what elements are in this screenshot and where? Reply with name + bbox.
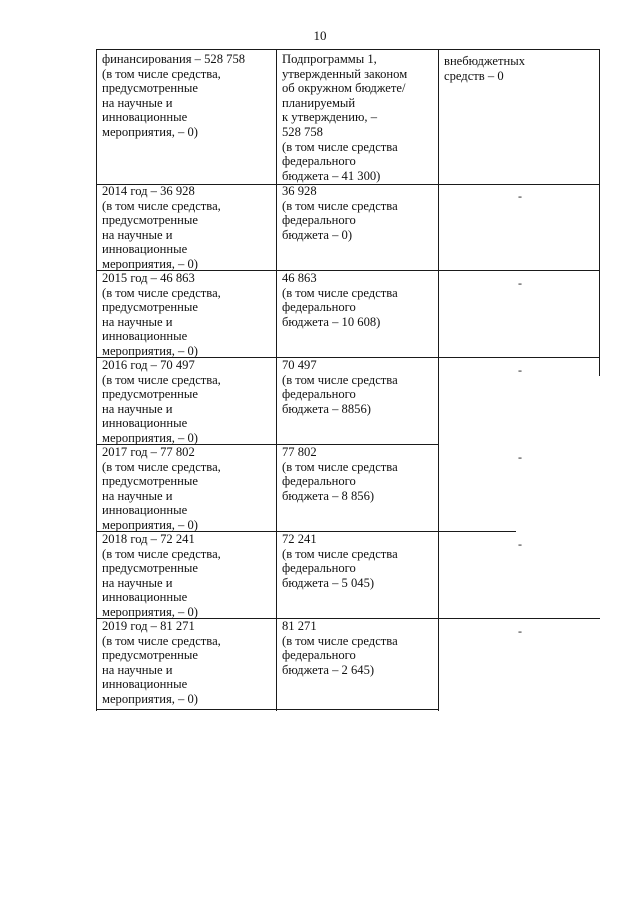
extrabudgetary-cell: внебюджетных средств – 0 [444,54,525,83]
year-cell-2016: 2016 год – 70 497 (в том числе средства, предусмотренные на научные и инновационные мероприятия, – 0) [102,358,221,445]
page-number: 10 [313,28,327,43]
extrabudgetary-dash: - [518,537,522,551]
extrabudgetary-dash: - [518,624,522,638]
extrabudgetary-dash: - [518,450,522,464]
budget-cell-2014: 36 928 (в том числе средства федерального бюджета – 0) [282,184,398,242]
year-cell-2018: 2018 год – 72 241 (в том числе средства, предусмотренные на научные и инновационные мероприятия, – 0) [102,532,221,619]
budget-cell-2018: 72 241 (в том числе средства федерального бюджета – 5 045) [282,532,398,590]
year-cell-2017: 2017 год – 77 802 (в том числе средства, предусмотренные на научные и инновационные мероприятия, – 0) [102,445,221,532]
year-cell-2015: 2015 год – 46 863 (в том числе средства, предусмотренные на научные и инновационные мероприятия, – 0) [102,271,221,358]
column-divider-right [438,49,439,711]
budget-cell-2017: 77 802 (в том числе средства федерального бюджета – 8 856) [282,445,398,503]
budget-cell-2015: 46 863 (в том числе средства федерального бюджета – 10 608) [282,271,398,329]
table-top-border [96,49,600,50]
table-bottom-border [96,709,439,710]
year-cell-2014: 2014 год – 36 928 (в том числе средства, предусмотренные на научные и инновационные мероприятия, – 0) [102,184,221,271]
column-divider-left [96,49,97,711]
extrabudgetary-dash: - [518,189,522,203]
budget-cell-2016: 70 497 (в том числе средства федерального бюджета – 8856) [282,358,398,416]
table-right-border [599,49,600,376]
financing-total-cell: финансирования – 528 758 (в том числе средства, предусмотренные на научные и инновационные мероприятия, – 0) [102,52,246,139]
budget-cell-2019: 81 271 (в том числе средства федерального бюджета – 2 645) [282,619,398,677]
extrabudgetary-dash: - [518,363,522,377]
subprogram-budget-cell: Подпрограммы 1, утвержденный законом об окружном бюджете/ планируемый к утверждению, – 528 758 (в том числе средства федерального бюджета – 41 300) [282,52,408,183]
extrabudgetary-dash: - [518,276,522,290]
year-cell-2019: 2019 год – 81 271 (в том числе средства, предусмотренные на научные и инновационные мероприятия, – 0) [102,619,221,706]
column-divider-middle [276,49,277,711]
